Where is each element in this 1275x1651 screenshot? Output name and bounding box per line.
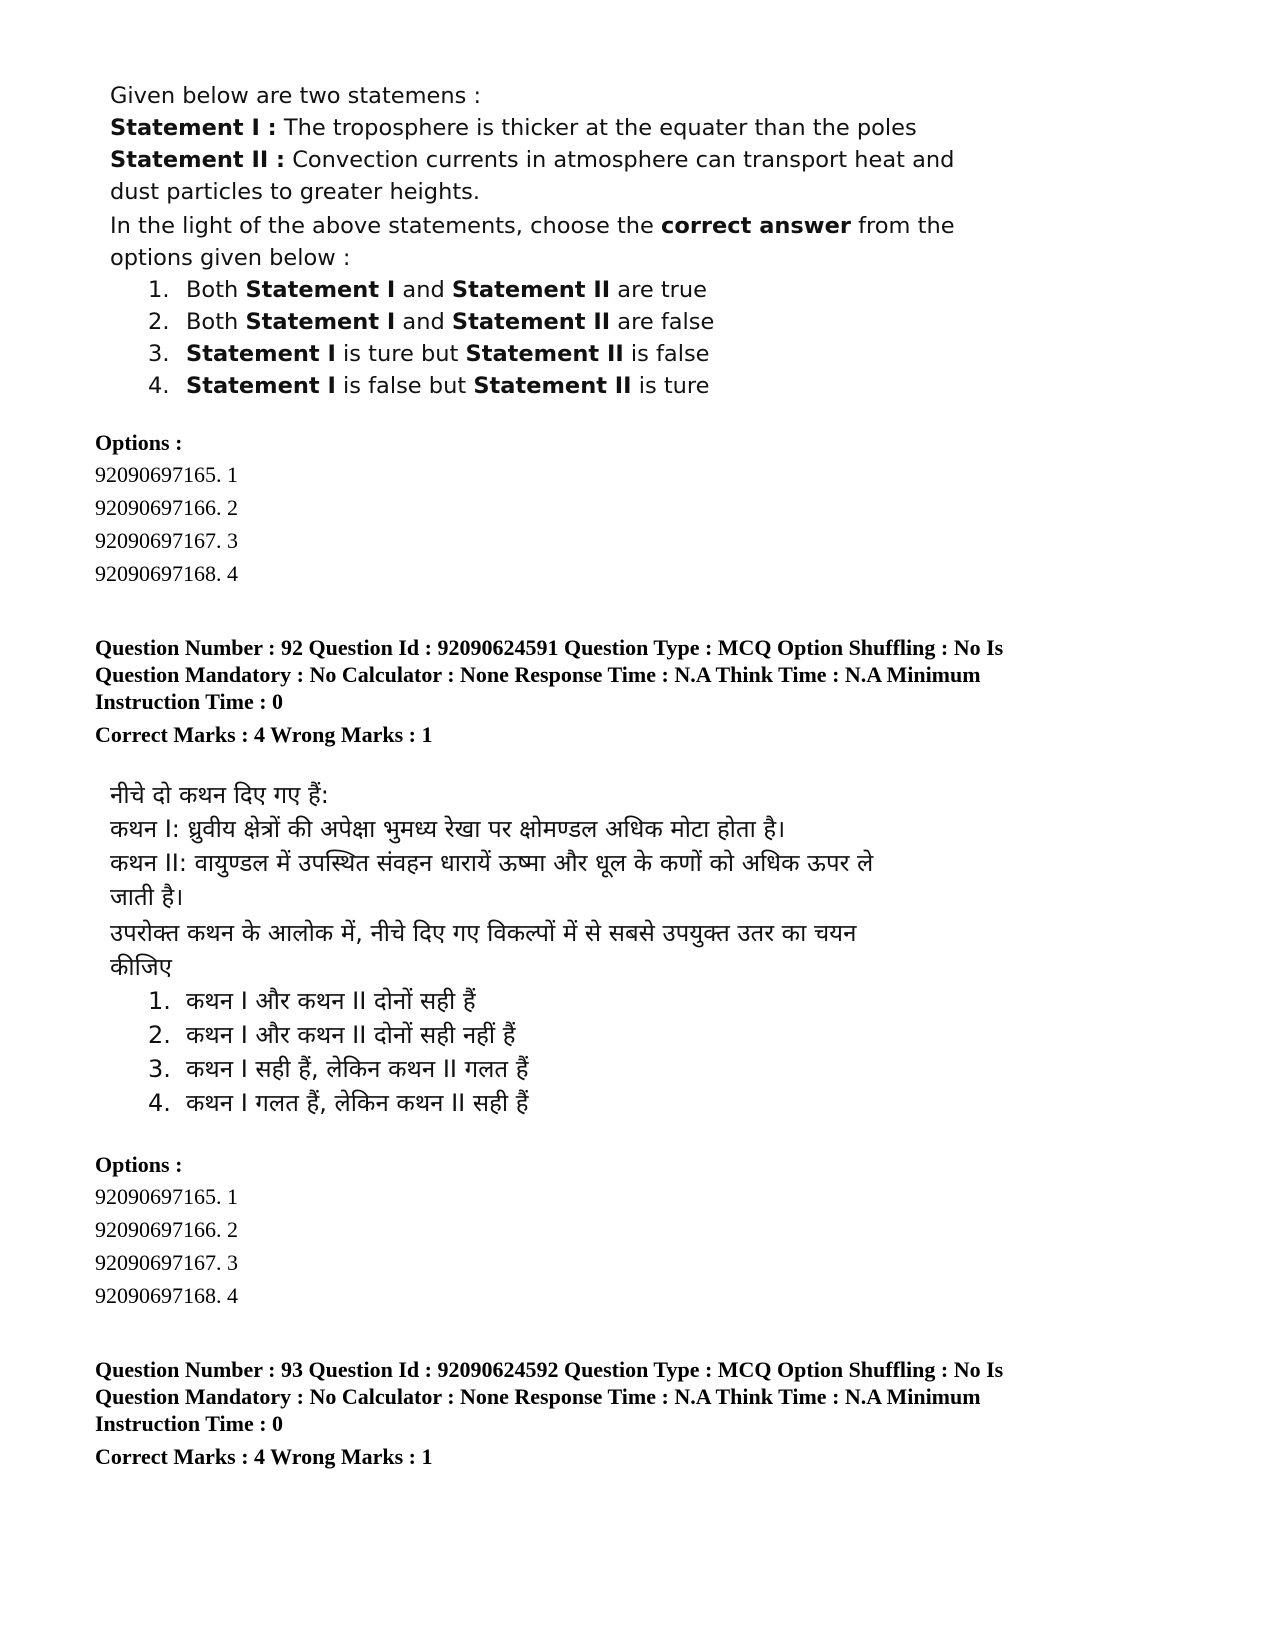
question-intro: Given below are two statemens : (110, 83, 482, 109)
statement-2-continued: जाती है। (110, 883, 184, 911)
question-intro: नीचे दो कथन दिए गए हैं: (110, 781, 329, 809)
option-item: 92090697167. 3 (95, 1250, 238, 1275)
question-meta (95, 1356, 1003, 1472)
answer-choices-hindi (148, 984, 873, 1120)
answer-choices-english (148, 274, 955, 402)
marks-line: Correct Marks : 4 Wrong Marks : 1 (95, 1444, 433, 1469)
marks-line: Correct Marks : 4 Wrong Marks : 1 (95, 722, 433, 747)
options-block (95, 428, 238, 590)
option-item: 92090697165. 1 (95, 462, 238, 487)
option-item: 92090697166. 2 (95, 1217, 238, 1242)
option-item: 92090697165. 1 (95, 1184, 238, 1209)
options-title: Options : (95, 430, 183, 455)
answer-choice: 4. कथन I गलत हैं, लेकिन कथन II सही हैं (148, 1089, 529, 1117)
meta-line: Question Mandatory : No Calculator : None Response Time : N.A Think Time : N.A Minimum (95, 662, 981, 687)
option-item: 92090697167. 3 (95, 528, 238, 553)
meta-line: Question Number : 93 Question Id : 92090624592 Question Type : MCQ Option Shuffling : No Is (95, 1357, 1004, 1382)
answer-choice: 1. Both Statement I and Statement II are true (148, 277, 708, 303)
answer-choice: 3. Statement I is ture but Statement II is false (148, 341, 710, 367)
answer-choice: 2. Both Statement I and Statement II are false (148, 309, 715, 335)
statement-1: कथन I: ध्रुवीय क्षेत्रों की अपेक्षा भुमध्य रेखा पर क्षोमण्डल अधिक मोटा होता है। (110, 815, 786, 843)
statement-2: कथन II: वायुण्डल में उपस्थित संवहन धारायें ऊष्मा और धूल के कणों को अधिक ऊपर ले (110, 849, 874, 877)
instruction-line-continued: कीजिए (110, 953, 172, 981)
meta-line: Instruction Time : 0 (95, 1411, 284, 1436)
options-block (95, 1150, 238, 1312)
answer-choice: 3. कथन I सही हैं, लेकिन कथन II गलत हैं (148, 1055, 529, 1083)
instruction-line: उपरोक्त कथन के आलोक में, नीचे दिए गए विकल्पों में से सबसे उपयुक्त उतर का चयन (110, 919, 857, 947)
meta-line: Question Mandatory : No Calculator : None Response Time : N.A Think Time : N.A Minimum (95, 1384, 981, 1409)
question-meta (95, 634, 1003, 750)
options-title: Options : (95, 1152, 183, 1177)
answer-choice: 2. कथन I और कथन II दोनों सही नहीं हैं (148, 1021, 516, 1049)
meta-line: Instruction Time : 0 (95, 689, 284, 714)
option-item: 92090697168. 4 (95, 1283, 238, 1308)
instruction-line: In the light of the above statements, choose the correct answer from the (110, 213, 955, 239)
question-image-hindi (110, 778, 873, 1120)
option-item: 92090697168. 4 (95, 561, 238, 586)
answer-choice: 1. कथन I और कथन II दोनों सही हैं (148, 987, 476, 1015)
answer-choice: 4. Statement I is false but Statement II is ture (148, 373, 710, 399)
instruction-line-continued: options given below : (110, 245, 351, 271)
statement-1: Statement I : The troposphere is thicker at the equater than the poles (110, 115, 917, 141)
statement-2-continued: dust particles to greater heights. (110, 179, 481, 205)
statement-2: Statement II : Convection currents in atmosphere can transport heat and (110, 147, 955, 173)
question-image-english (110, 80, 955, 402)
option-item: 92090697166. 2 (95, 495, 238, 520)
meta-line: Question Number : 92 Question Id : 92090624591 Question Type : MCQ Option Shuffling : No Is (95, 635, 1004, 660)
